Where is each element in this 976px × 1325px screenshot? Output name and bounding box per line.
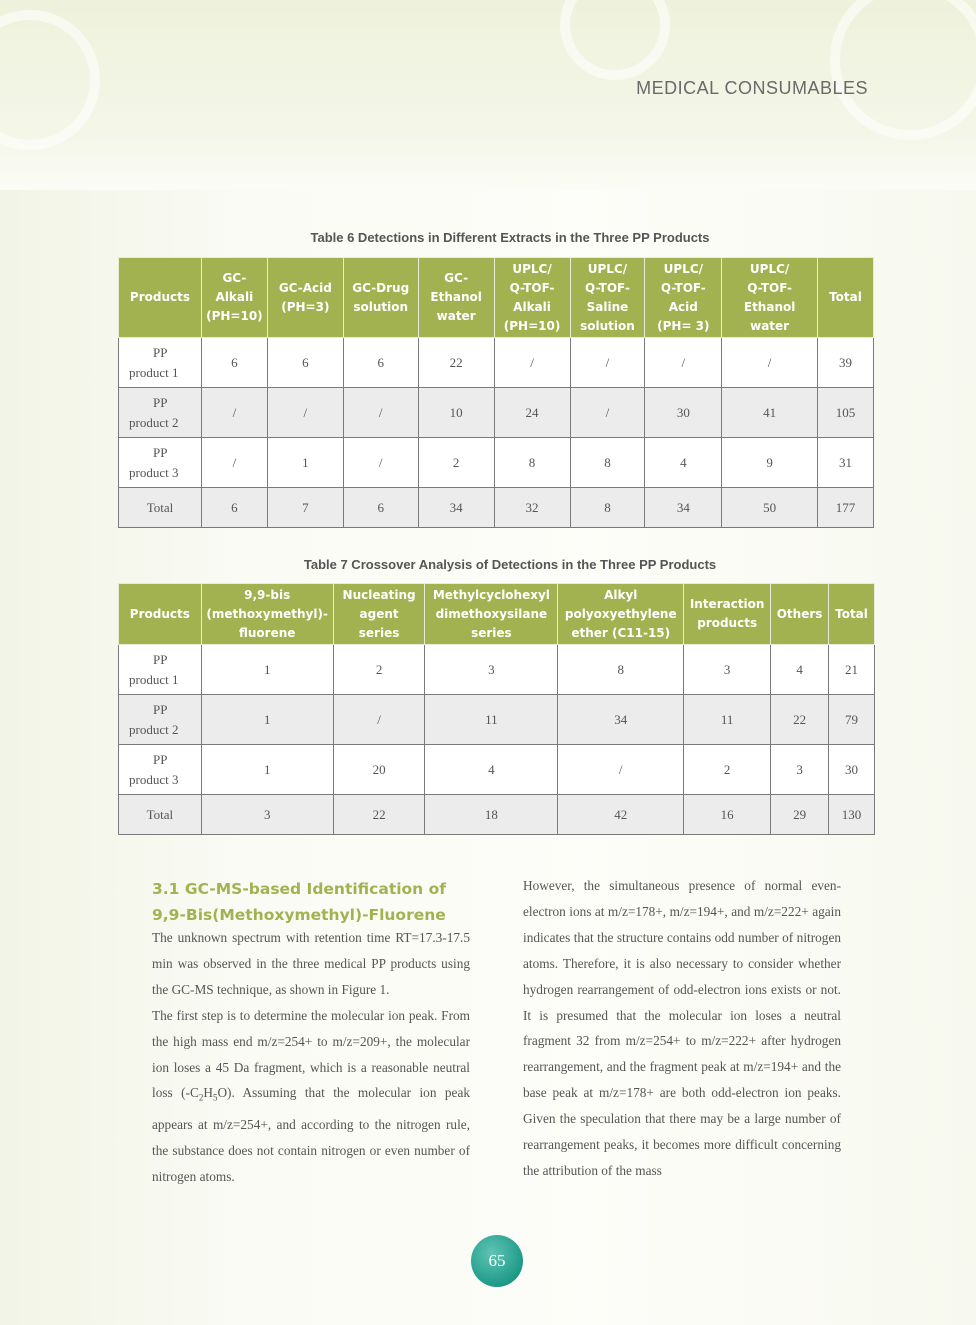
column-header: [267, 258, 343, 338]
column-header-line: UPLC/: [749, 261, 790, 276]
product-label: product 1: [129, 671, 179, 687]
table-cell: 4: [645, 438, 722, 488]
table-cell: 1: [201, 695, 333, 745]
table-row: [119, 645, 875, 695]
column-header: [119, 584, 202, 645]
product-label: PP: [153, 444, 168, 460]
table-cell: 42: [558, 795, 684, 835]
column-header-line: Acid: [668, 299, 698, 314]
column-header-line: Ethanol: [430, 290, 482, 304]
column-header-line: 9,9-bis: [244, 587, 291, 602]
table-cell: /: [722, 338, 818, 388]
column-header-line: UPLC/: [512, 261, 552, 276]
column-header-line: (methoxymethyl)-: [206, 606, 328, 621]
column-header-line: Ethanol: [743, 299, 796, 314]
product-cell: [119, 338, 202, 388]
table-cell: 3: [684, 645, 771, 695]
total-row: [119, 488, 874, 528]
table6: [118, 257, 874, 528]
column-header-line: (PH=10): [503, 318, 561, 333]
table-cell: 79: [829, 695, 875, 745]
table-cell: 3: [771, 745, 829, 795]
product-cell: [119, 388, 202, 438]
column-header: [201, 584, 333, 645]
table-cell: 6: [201, 338, 267, 388]
total-label: Total: [119, 488, 202, 528]
table-cell: 105: [818, 388, 874, 438]
table-cell: 1: [201, 745, 333, 795]
table-cell: 177: [818, 488, 874, 528]
table-cell: 2: [684, 745, 771, 795]
product-label: product 3: [129, 464, 179, 480]
column-header-line: GC-: [444, 271, 469, 285]
column-header-line: Q-TOF-: [509, 280, 555, 295]
product-label: PP: [153, 751, 168, 767]
column-header: [333, 584, 425, 645]
column-header: [722, 258, 818, 338]
column-header-line: Total: [829, 290, 862, 304]
right-column: [523, 873, 841, 1184]
table-cell: 29: [771, 795, 829, 835]
column-header-line: Total: [835, 606, 868, 621]
column-header-line: (PH=3): [281, 299, 330, 314]
column-header-line: agent series: [358, 606, 400, 640]
table-cell: /: [201, 438, 267, 488]
total-label: Total: [119, 795, 202, 835]
table-cell: 9: [722, 438, 818, 488]
paragraph-text: H: [203, 1085, 213, 1101]
paragraph: The unknown spectrum with retention time RT=17.3-17.5 min was observed in the three medical PP products using the GC-MS technique, as shown in Figure 1.: [152, 930, 470, 997]
column-header-line: Products: [129, 290, 190, 304]
table-cell: 6: [267, 338, 343, 388]
product-label: product 1: [129, 364, 179, 380]
table-cell: 41: [722, 388, 818, 438]
column-header-line: solution: [353, 299, 409, 314]
table-cell: 7: [267, 488, 343, 528]
product-label: product 2: [129, 414, 179, 430]
table-cell: 30: [829, 745, 875, 795]
column-header-line: dimethoxysilane: [435, 606, 548, 621]
product-cell: [119, 695, 202, 745]
column-header: [119, 258, 202, 338]
product-label: product 2: [129, 721, 179, 737]
table-cell: 6: [343, 338, 418, 388]
page-number: 65: [471, 1235, 523, 1287]
left-column: [152, 925, 470, 1190]
paragraph: [152, 1003, 470, 1190]
table-cell: /: [494, 338, 570, 388]
table-cell: /: [267, 388, 343, 438]
table-cell: 8: [494, 438, 570, 488]
section-title-line1: 3.1 GC-MS-based Identification of: [152, 880, 447, 898]
paragraph: However, the simultaneous presence of normal even-electron ions at m/z=178+, m/z=194+, and m/z=222+ again indicates that the structure contains odd number of nitrogen atoms. Therefore, it is also necessary to consider whether hydrogen rearrangement of odd-electron ions exists or not. It is presumed that the molecular ion loses a neutral fragment 32 from m/z=254+ to m/z=222+ after hydrogen rearrangement, and the fragment peak at m/z=194+ and the base peak at m/z=178+ are both odd-electron ion peaks. Given the speculation that there may be a large number of rearrangement peaks, it becomes more difficult concerning the attribution of the mass: [523, 878, 841, 1178]
table-cell: 1: [267, 438, 343, 488]
section-title: [152, 876, 472, 928]
table-cell: 4: [771, 645, 829, 695]
column-header-line: Q-TOF-: [660, 280, 706, 295]
table-cell: 8: [570, 438, 645, 488]
product-label: PP: [153, 651, 168, 667]
column-header: [201, 258, 267, 338]
table-cell: 34: [418, 488, 494, 528]
table-cell: 30: [645, 388, 722, 438]
table-cell: 21: [829, 645, 875, 695]
table-cell: 18: [425, 795, 558, 835]
column-header: [425, 584, 558, 645]
table-cell: /: [558, 745, 684, 795]
column-header-line: UPLC/: [587, 261, 628, 276]
column-header: [418, 258, 494, 338]
column-header: [343, 258, 418, 338]
table-cell: 1: [201, 645, 333, 695]
column-header-line: (PH= 3): [657, 318, 710, 333]
column-header-line: Alkyl: [604, 587, 638, 602]
table-cell: 20: [333, 745, 425, 795]
column-header: [684, 584, 771, 645]
column-header-line: polyoxyethylene: [564, 606, 677, 621]
table-cell: 22: [333, 795, 425, 835]
column-header-line: Others: [776, 606, 823, 621]
column-header-line: ether (C11-15): [571, 625, 671, 640]
table-cell: 16: [684, 795, 771, 835]
table-row: [119, 695, 875, 745]
table-cell: 39: [818, 338, 874, 388]
table-cell: 11: [425, 695, 558, 745]
table-cell: 31: [818, 438, 874, 488]
column-header: [494, 258, 570, 338]
table-cell: 34: [645, 488, 722, 528]
table-cell: 10: [418, 388, 494, 438]
table-cell: 50: [722, 488, 818, 528]
table7: [118, 583, 875, 835]
column-header-line: water: [436, 309, 476, 323]
column-header-line: products: [697, 616, 758, 630]
section-title-line2: 9,9-Bis(Methoxymethyl)-Fluorene: [152, 906, 446, 924]
column-header-line: water: [750, 318, 790, 333]
table-cell: 32: [494, 488, 570, 528]
section-header: MEDICAL CONSUMABLES: [636, 78, 868, 98]
subscript: 2: [198, 1093, 204, 1104]
column-header-line: Interaction: [689, 597, 765, 611]
column-header-line: GC-Acid: [278, 280, 332, 295]
table-row: [119, 745, 875, 795]
table-cell: 130: [829, 795, 875, 835]
table-row: [119, 338, 874, 388]
product-label: PP: [153, 701, 168, 717]
table-cell: 22: [418, 338, 494, 388]
table-cell: /: [343, 438, 418, 488]
column-header-line: Q-TOF-: [747, 280, 793, 295]
table7-caption: Table 7 Crossover Analysis of Detections in the Three PP Products: [303, 557, 717, 572]
product-label: PP: [153, 394, 168, 410]
table-cell: 8: [570, 488, 645, 528]
product-cell: [119, 645, 202, 695]
column-header: [570, 258, 645, 338]
table-cell: 11: [684, 695, 771, 745]
column-header-line: UPLC/: [663, 261, 704, 276]
column-header-line: Nucleating: [342, 587, 416, 602]
column-header: [829, 584, 875, 645]
column-header: [558, 584, 684, 645]
product-cell: [119, 745, 202, 795]
table-cell: /: [645, 338, 722, 388]
product-label: PP: [153, 344, 168, 360]
paragraph-text: O). Assuming that the molecular ion peak appears at m/z=254+, and according to the nitrogen rule, the substance does not contain nitrogen or even number of nitrogen atoms.: [152, 1085, 470, 1184]
column-header-line: solution: [580, 318, 635, 333]
column-header: [818, 258, 874, 338]
column-header-line: GC-Drug: [352, 280, 410, 295]
table-cell: 22: [771, 695, 829, 745]
column-header-line: Saline: [586, 299, 629, 314]
table6-caption: Table 6 Detections in Different Extracts in the Three PP Products: [310, 230, 710, 245]
table-row: [119, 388, 874, 438]
column-header-line: Q-TOF-: [585, 280, 630, 295]
column-header-line: GC-: [222, 271, 247, 285]
column-header-line: Products: [129, 606, 190, 621]
table-cell: /: [570, 388, 645, 438]
table-cell: /: [201, 388, 267, 438]
column-header: [645, 258, 722, 338]
table-cell: 24: [494, 388, 570, 438]
total-row: [119, 795, 875, 835]
table-cell: 3: [201, 795, 333, 835]
column-header-line: Alkali: [215, 290, 254, 304]
table-cell: /: [570, 338, 645, 388]
column-header: [771, 584, 829, 645]
table-cell: /: [333, 695, 425, 745]
table-cell: /: [343, 388, 418, 438]
table-cell: 2: [333, 645, 425, 695]
subscript: 5: [212, 1093, 218, 1104]
column-header-line: (PH=10): [206, 309, 263, 323]
table-row: [119, 438, 874, 488]
table-cell: 4: [425, 745, 558, 795]
table-cell: 34: [558, 695, 684, 745]
table-cell: 8: [558, 645, 684, 695]
column-header-line: series: [471, 625, 512, 640]
table-cell: 2: [418, 438, 494, 488]
paragraph-text: The first step is to determine the molecular ion peak. From the high mass end m/z=254+ to m/z=209+, the molecular ion loses a 45 Da fragment, which is a reasonable neutral loss (-C: [152, 1007, 470, 1101]
table-cell: 6: [201, 488, 267, 528]
product-label: product 3: [129, 771, 179, 787]
column-header-line: fluorene: [238, 625, 296, 640]
column-header-line: Alkali: [513, 299, 551, 314]
table-cell: 3: [425, 645, 558, 695]
table-cell: 6: [343, 488, 418, 528]
product-cell: [119, 438, 202, 488]
column-header-line: Methylcyclohexyl: [432, 587, 550, 602]
